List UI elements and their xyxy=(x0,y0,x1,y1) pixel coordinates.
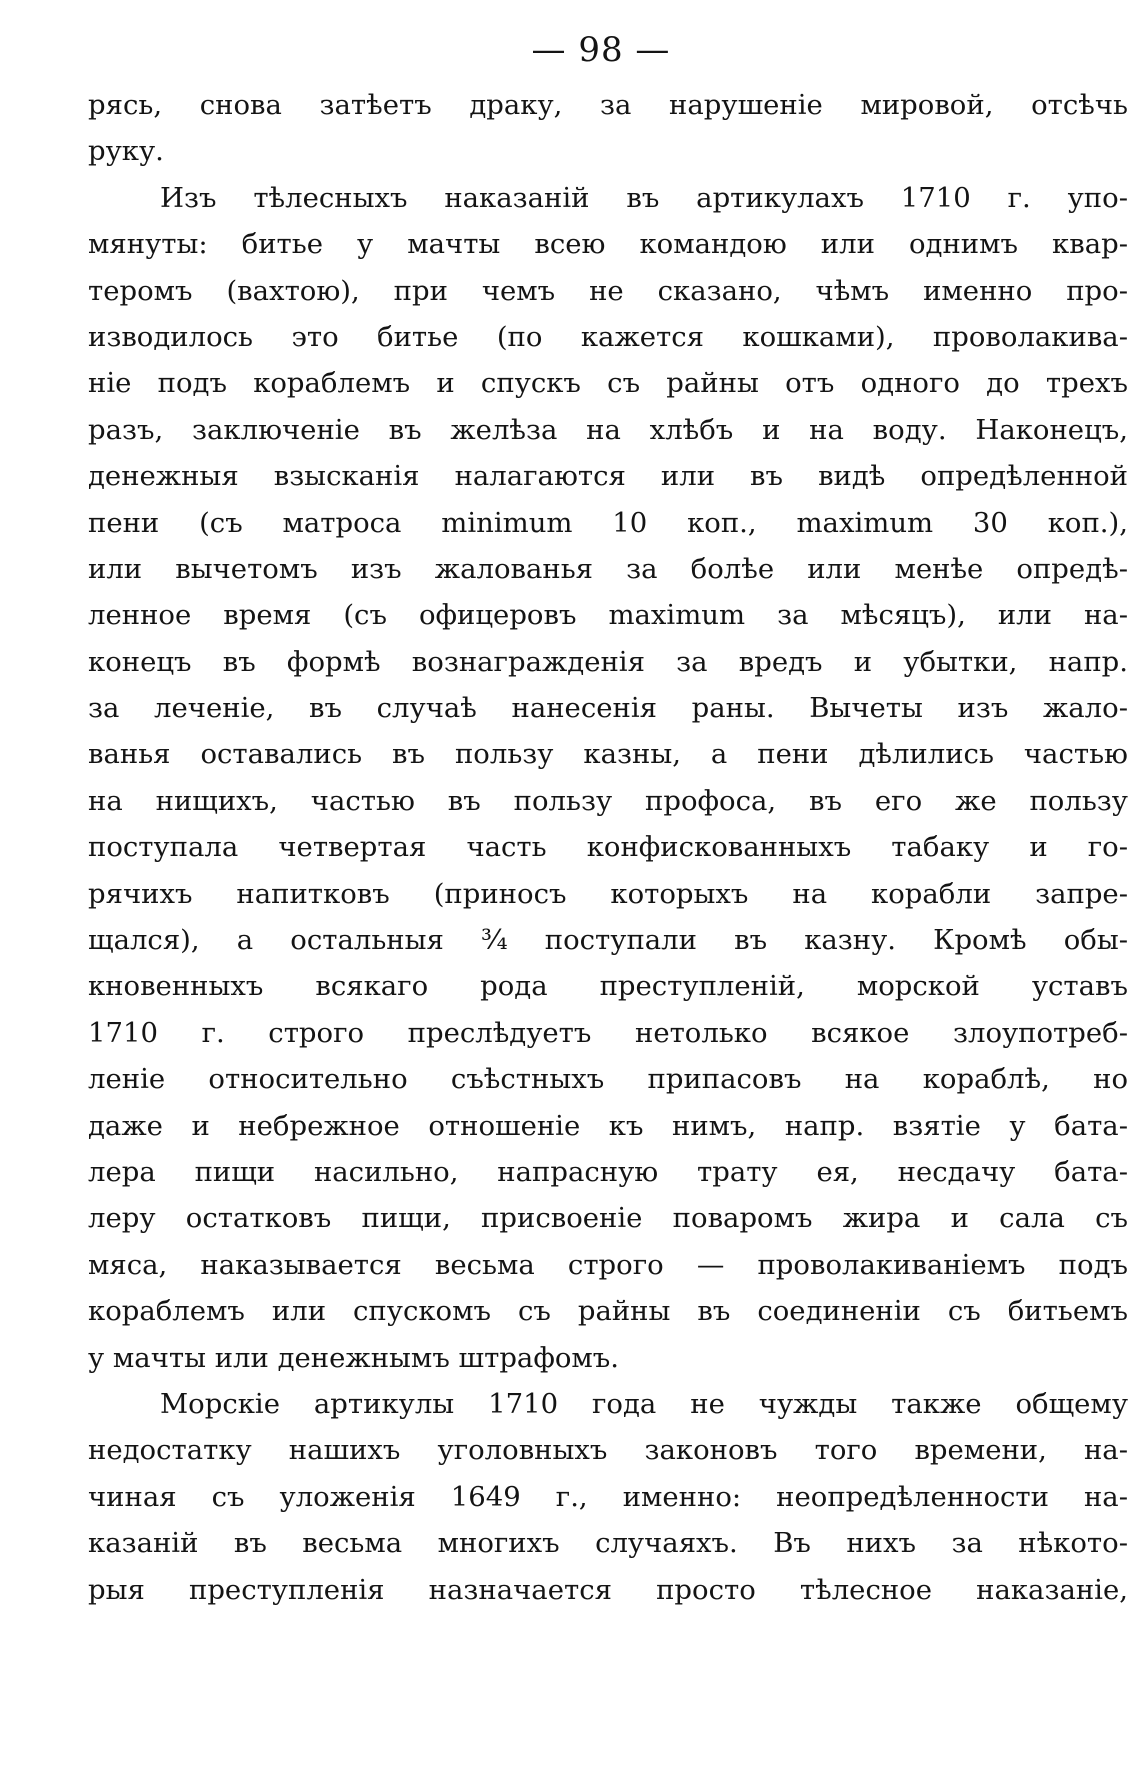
text-line: рясь, снова затѣетъ драку, за нарушеніе мировой, отсѣчь xyxy=(88,89,1128,121)
body-text xyxy=(88,82,1128,1613)
text-line: у мачты или денежнымъ штрафомъ. xyxy=(88,1341,620,1374)
text-line: поступала четвертая часть конфискованныхъ табаку и го- xyxy=(88,831,1128,864)
text-line: изводилось это битье (по кажется кошками), проволакива- xyxy=(88,320,1128,353)
text-line: чиная съ уложенія 1649 г., именно: неопредѣленности на- xyxy=(88,1480,1128,1513)
text-line: Изъ тѣлесныхъ наказаній въ артикулахъ 1710 г. упо- xyxy=(160,181,1128,214)
text-line: разъ, заключеніе въ желѣза на хлѣбъ и на воду. Наконецъ, xyxy=(88,413,1128,446)
text-line: рячихъ напитковъ (приносъ которыхъ на корабли запре- xyxy=(88,877,1128,910)
text-line: кновенныхъ всякаго рода преступленій, морской уставъ xyxy=(88,970,1128,1003)
text-line: за леченіе, въ случаѣ нанесенія раны. Вычеты изъ жало- xyxy=(88,692,1128,725)
text-line: на нищихъ, частью въ пользу профоса, въ его же пользу xyxy=(88,784,1128,817)
text-line: казаній въ весьма многихъ случаяхъ. Въ нихъ за нѣкото- xyxy=(88,1527,1128,1560)
text-line: или вычетомъ изъ жалованья за болѣе или менѣе опредѣ- xyxy=(88,552,1128,585)
text-line: мянуты: битье у мачты всею командою или однимъ квар- xyxy=(88,228,1128,261)
text-line: ванья оставались въ пользу казны, а пени дѣлились частью xyxy=(88,738,1128,771)
text-line: даже и небрежное отношеніе къ нимъ, напр. взятіе у бата- xyxy=(88,1109,1128,1142)
text-line: ленное время (съ офицеровъ maximum за мѣсяцъ), или на- xyxy=(88,599,1128,632)
text-line: денежныя взысканія налагаются или въ видѣ опредѣленной xyxy=(88,460,1128,493)
text-line: леру остатковъ пищи, присвоеніе поваромъ жира и сала съ xyxy=(88,1202,1128,1235)
text-line: кораблемъ или спускомъ съ райны въ соединеніи съ битьемъ xyxy=(88,1295,1128,1328)
text-line: теромъ (вахтою), при чемъ не сказано, чѣмъ именно про- xyxy=(88,274,1128,307)
text-line: лера пищи насильно, напрасную трату ея, несдачу бата- xyxy=(88,1155,1128,1188)
text-line: 1710 г. строго преслѣдуетъ нетолько всякое злоупотреб- xyxy=(88,1016,1128,1049)
text-line: ніе подъ кораблемъ и спускъ съ райны отъ одного до трехъ xyxy=(88,367,1128,400)
text-line: мяса, наказывается весьма строго — проволакиваніемъ подъ xyxy=(88,1248,1128,1281)
paragraph xyxy=(88,1381,1128,1613)
page-number: — 98 — xyxy=(531,30,671,70)
book-page xyxy=(88,30,1128,1613)
text-line: недостатку нашихъ уголовныхъ законовъ того времени, на- xyxy=(88,1434,1128,1467)
text-line: леніе относительно съѣстныхъ припасовъ на кораблѣ, но xyxy=(88,1063,1128,1096)
paragraph xyxy=(88,82,1128,175)
text-line: конецъ въ формѣ вознагражденія за вредъ и убытки, напр. xyxy=(88,645,1128,678)
paragraph xyxy=(88,175,1128,1381)
text-line: рыя преступленія назначается просто тѣлесное наказаніе, xyxy=(88,1573,1128,1606)
text-line: пени (съ матроса minimum 10 коп., maximum 30 коп.), xyxy=(88,506,1128,539)
text-line: руку. xyxy=(88,135,164,168)
text-line: Морскіе артикулы 1710 года не чужды также общему xyxy=(160,1387,1128,1420)
text-line: щался), а остальныя ³⁄₄ поступали въ казну. Кромѣ обы- xyxy=(88,924,1128,957)
